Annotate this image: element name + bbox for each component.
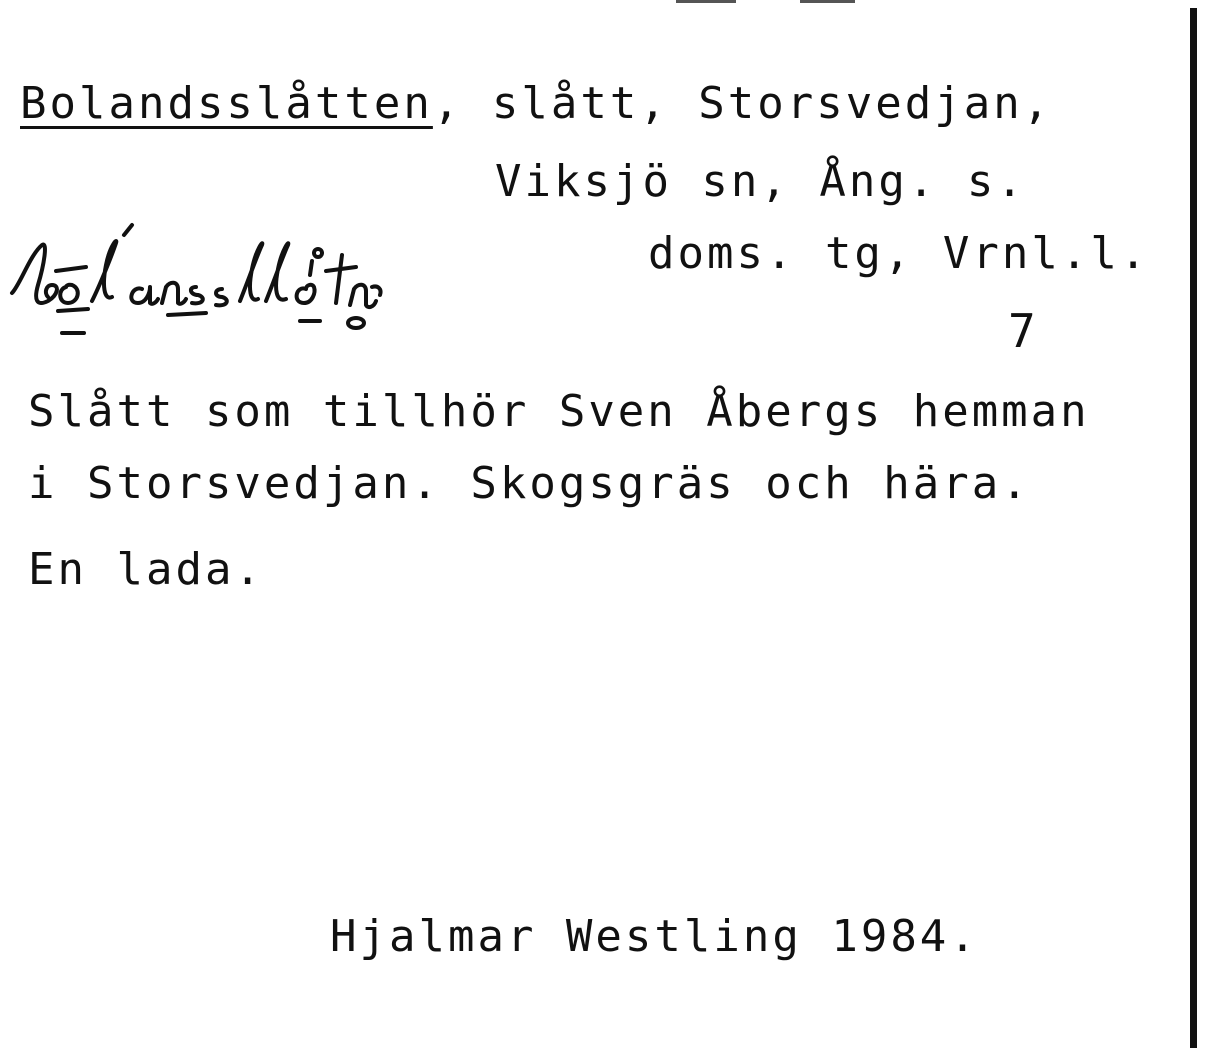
page-number: 7 bbox=[1008, 304, 1039, 358]
entry-heading-line bbox=[20, 78, 1053, 129]
parish-line: Viksjö sn, Ång. s. bbox=[495, 156, 1026, 207]
handwritten-pronunciation bbox=[0, 215, 560, 345]
entry-type-location: , slått, Storsvedjan, bbox=[432, 78, 1053, 129]
body-line-1: Slått som tillhör Sven Åbergs hemman bbox=[28, 386, 1090, 437]
headword: Bolandsslåtten bbox=[20, 78, 433, 129]
scan-speck bbox=[676, 0, 736, 3]
body-line-3: En lada. bbox=[28, 544, 264, 595]
body-line-2: i Storsvedjan. Skogsgräs och hära. bbox=[28, 458, 1031, 509]
district-line: doms. tg, Vrnl.l. bbox=[648, 228, 1150, 279]
card-edge-line bbox=[1190, 8, 1197, 1048]
scan-speck bbox=[800, 0, 855, 3]
signature: Hjalmar Westling 1984. bbox=[330, 911, 979, 962]
